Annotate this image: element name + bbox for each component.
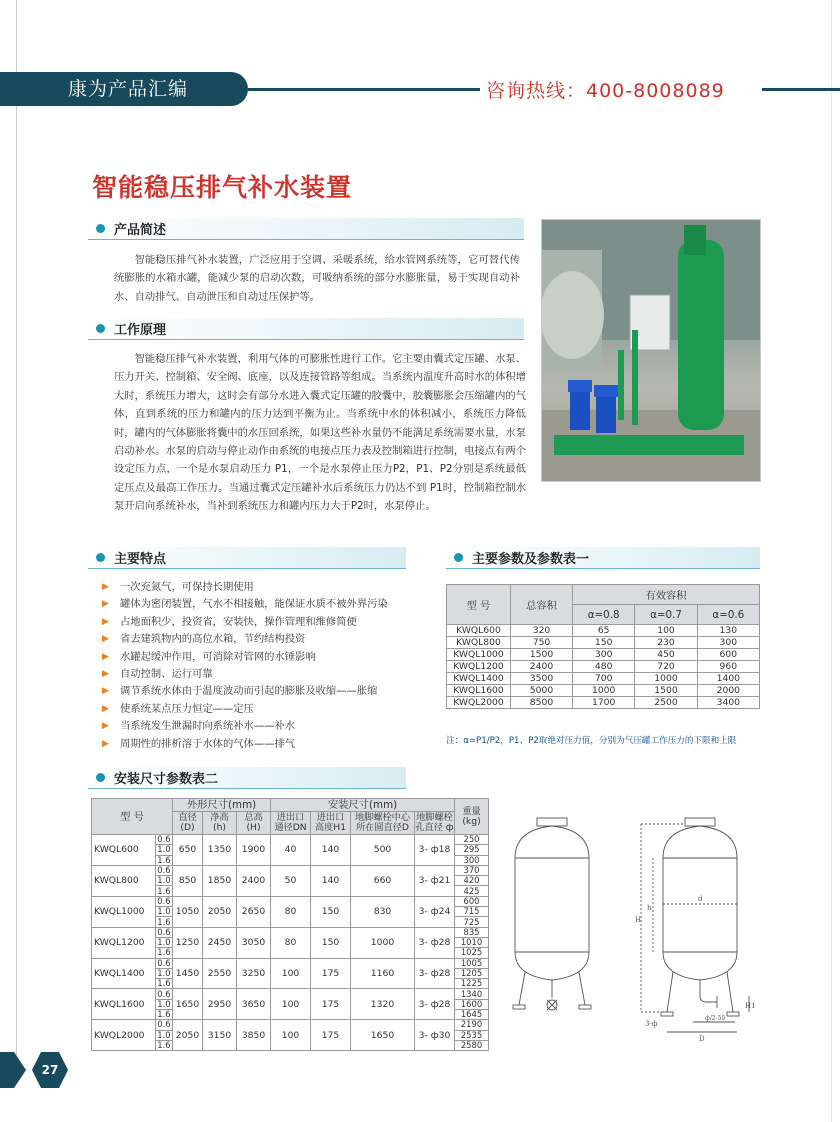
table-cell: KWQL2000 bbox=[447, 697, 511, 709]
table-cell: 420 bbox=[455, 876, 489, 886]
arrow-right-icon: ▶ bbox=[102, 599, 109, 610]
page-badge-left bbox=[0, 1052, 26, 1088]
table-cell: 3500 bbox=[511, 673, 573, 685]
dim-label: H1 bbox=[745, 1002, 756, 1010]
tank-drawing bbox=[503, 800, 771, 1050]
table-cell: 600 bbox=[455, 896, 489, 906]
table-header: 总高 (H) bbox=[237, 812, 271, 835]
table-row bbox=[447, 637, 760, 649]
dim-label: h bbox=[647, 904, 652, 912]
table-header: 型 号 bbox=[447, 585, 511, 625]
table-cell: KWQL1200 bbox=[447, 661, 511, 673]
table-cell: KWQL1000 bbox=[92, 896, 156, 927]
table-cell: 8500 bbox=[511, 697, 573, 709]
section-heading-text: 主要参数及参数表一 bbox=[472, 552, 590, 567]
table-cell: 175 bbox=[311, 989, 351, 1020]
bullet-dot-icon bbox=[96, 553, 105, 562]
table-cell: 1350 bbox=[203, 835, 237, 866]
table-header: 进出口 通径DN bbox=[271, 812, 311, 835]
table-header: α=0.7 bbox=[635, 605, 697, 625]
table-row bbox=[92, 1020, 489, 1030]
principle-paragraph: 智能稳压排气补水装置，利用气体的可膨胀性进行工作。它主要由囊式定压罐、水泵、压力开关、控制箱、安全阀、底座，以及连接管路等组成。当系统内温度升高时水的体积增大时，系统压力增大，这时会有部分水进入囊式定压罐的胶囊中，胶囊膨胀会压缩罐内的气体，直到系统的压力和罐内的压力达到平衡为止。当系统中水的体积减小，系统压力降低时，罐内的气体膨胀将囊中的水压回系统，如果这些补水量仍不能满足系统需要水量，水泵启动补水。水泵的启动与停止动作由系统的电接点压力表及控制箱进行控制，电接点有两个设定压力点，一个是水泵启动压力 P1，一个是水泵停止压力P2，P1、P2分别是系统最低定压点及最高工作压力。当通过囊式定压罐补水后系统压力仍达不到 P1时，控制箱控制水泵开启向系统补水，当补到系统压力和罐内压力大于P2时，水泵停止。 bbox=[114, 353, 526, 513]
table-cell: 295 bbox=[455, 845, 489, 855]
arrow-right-icon: ▶ bbox=[102, 582, 109, 592]
list-item: ▶ 使系统某点压力恒定——定压 bbox=[102, 701, 412, 718]
table-cell: 1850 bbox=[203, 865, 237, 896]
table-cell: 1225 bbox=[455, 979, 489, 989]
table-row bbox=[92, 896, 489, 906]
table-cell: 1.0 bbox=[157, 1029, 171, 1040]
table-cell: 425 bbox=[455, 886, 489, 896]
table-header: 安装尺寸(mm) bbox=[271, 799, 455, 812]
table-header: 进出口 高度H1 bbox=[311, 812, 351, 835]
table-cell: 3- ф24 bbox=[415, 896, 455, 927]
table-cell: 1000 bbox=[635, 673, 697, 685]
table-cell: 2550 bbox=[203, 958, 237, 989]
table-cell: 2000 bbox=[697, 685, 759, 697]
dim-label: d bbox=[698, 895, 703, 903]
intro-paragraph: 智能稳压排气补水装置，广泛应用于空调、采暖系统，给水管网系统等，它可替代传统膨胀的水箱水罐，能减少泵的启动次数，可吸纳系统的部分水膨胀量，易于实现自动补水、自动排气、自动泄压和自动过压保护等。 bbox=[114, 254, 520, 303]
table-cell: 3400 bbox=[697, 697, 759, 709]
table-cell: 2400 bbox=[237, 865, 271, 896]
table-cell: 1.6 bbox=[157, 1040, 171, 1051]
table-cell: 450 bbox=[635, 649, 697, 661]
table-cell: 1400 bbox=[697, 673, 759, 685]
table-row bbox=[447, 661, 760, 673]
table-cell: 3- ф30 bbox=[415, 1020, 455, 1051]
table-cell: 1.0 bbox=[157, 998, 171, 1009]
table-cell: 1.0 bbox=[157, 844, 171, 855]
table-cell: 1.6 bbox=[157, 885, 171, 896]
bullet-dot-icon bbox=[96, 224, 105, 233]
list-item: ▶ 调节系统水体由于温度波动而引起的膨胀及收缩——胀缩 bbox=[102, 683, 412, 700]
table-cell: 2500 bbox=[635, 697, 697, 709]
table-row bbox=[92, 835, 489, 845]
table-cell: 1005 bbox=[455, 958, 489, 968]
page-number: 27 bbox=[41, 1063, 59, 1077]
table-header: 型 号 bbox=[92, 799, 173, 835]
arrow-right-icon: ▶ bbox=[102, 721, 109, 732]
table-cell: 480 bbox=[573, 661, 635, 673]
table-cell: 40 bbox=[271, 835, 311, 866]
table-cell: 320 bbox=[511, 625, 573, 637]
table-row bbox=[92, 958, 489, 968]
dim-label: ф/2-50 bbox=[705, 1015, 726, 1022]
page-frame-line-right bbox=[831, 0, 832, 1122]
list-item: ▶ 自动控制、运行可靠 bbox=[102, 666, 412, 683]
section-heading-params1 bbox=[446, 547, 760, 569]
arrow-right-icon: ▶ bbox=[102, 651, 109, 662]
table-cell: 140 bbox=[311, 835, 351, 866]
table-cell: 2950 bbox=[203, 989, 237, 1020]
table-cell: 3150 bbox=[203, 1020, 237, 1051]
table-cell: 0.6 bbox=[157, 834, 171, 845]
table-cell: 3850 bbox=[237, 1020, 271, 1051]
table-row bbox=[447, 625, 760, 637]
table-cell: 1.6 bbox=[157, 1009, 171, 1020]
page-frame-line bbox=[16, 0, 17, 1070]
table-cell: KWQL800 bbox=[92, 865, 156, 896]
tank-top-flange bbox=[685, 818, 715, 826]
params-table-2 bbox=[91, 798, 489, 1051]
table-cell: 370 bbox=[455, 865, 489, 875]
list-item: ▶ 周期性的排析溶于水体的气体——排气 bbox=[102, 736, 412, 753]
table-cell: 230 bbox=[635, 637, 697, 649]
table-cell: 835 bbox=[455, 927, 489, 937]
table-cell: 600 bbox=[697, 649, 759, 661]
table-cell: 175 bbox=[311, 1020, 351, 1051]
section-heading-params2 bbox=[88, 767, 406, 789]
section-heading-intro bbox=[88, 218, 524, 240]
table-cell: 1.6 bbox=[157, 947, 171, 958]
table-cell: 1205 bbox=[455, 968, 489, 978]
table-cell: 0.6 bbox=[157, 895, 171, 906]
table-cell: 2190 bbox=[455, 1020, 489, 1030]
table-cell: 1650 bbox=[351, 1020, 415, 1051]
table-cell: 0.6 bbox=[157, 1019, 171, 1030]
section-heading-text: 主要特点 bbox=[114, 552, 167, 567]
table-cell: 1000 bbox=[573, 685, 635, 697]
table-cell: KWQL1000 bbox=[447, 649, 511, 661]
table-header: 直径 (D) bbox=[173, 812, 203, 835]
table-cell: 1.6 bbox=[157, 854, 171, 865]
arrow-right-icon: ▶ bbox=[102, 703, 109, 714]
table-cell: 0.6 bbox=[157, 988, 171, 999]
table-cell: 50 bbox=[271, 865, 311, 896]
table-cell: 1900 bbox=[237, 835, 271, 866]
table-cell: 250 bbox=[455, 835, 489, 845]
table-cell: 750 bbox=[511, 637, 573, 649]
table-cell: 150 bbox=[311, 927, 351, 958]
table-cell: 3- ф28 bbox=[415, 958, 455, 989]
table-row bbox=[447, 673, 760, 685]
product-photo bbox=[541, 219, 761, 482]
table-cell: 80 bbox=[271, 927, 311, 958]
table-cell: 2050 bbox=[203, 896, 237, 927]
list-item: ▶ 占地面积少，投资省，安装快，操作管理和维修简便 bbox=[102, 614, 412, 631]
table-cell: 1250 bbox=[173, 927, 203, 958]
table-cell: 150 bbox=[311, 896, 351, 927]
table-cell: 0.6 bbox=[157, 865, 171, 876]
table-cell: 100 bbox=[271, 989, 311, 1020]
table-cell: 65 bbox=[573, 625, 635, 637]
table-cell: 720 bbox=[635, 661, 697, 673]
table-header: 地脚螺栓 孔直径 ф bbox=[415, 812, 454, 833]
table-cell: 0.6 bbox=[157, 957, 171, 968]
table-cell: KWQL1200 bbox=[92, 927, 156, 958]
table-row bbox=[447, 649, 760, 661]
table-cell: 1500 bbox=[511, 649, 573, 661]
table-cell: 1.0 bbox=[157, 875, 171, 886]
tank-top-flange bbox=[537, 818, 567, 826]
table-cell: 2580 bbox=[455, 1040, 489, 1050]
table-cell: 2050 bbox=[173, 1020, 203, 1051]
tank-body-right bbox=[663, 826, 737, 980]
list-item: ▶ 一次充氮气，可保持长期使用 bbox=[102, 579, 412, 596]
table-row bbox=[92, 927, 489, 937]
table-cell: 100 bbox=[271, 1020, 311, 1051]
table-cell: 2535 bbox=[455, 1030, 489, 1040]
arrow-right-icon: ▶ bbox=[102, 686, 109, 697]
table-cell: 715 bbox=[455, 907, 489, 917]
table-row bbox=[92, 865, 489, 875]
table-cell: 130 bbox=[697, 625, 759, 637]
bullet-dot-icon bbox=[96, 773, 105, 782]
section-heading-principle bbox=[88, 318, 524, 340]
table-cell: 1645 bbox=[455, 1010, 489, 1020]
table-cell: 1.0 bbox=[157, 937, 171, 948]
table-cell: 1700 bbox=[573, 697, 635, 709]
features-list bbox=[102, 579, 412, 753]
table-cell: 3250 bbox=[237, 958, 271, 989]
table-cell: 80 bbox=[271, 896, 311, 927]
table-cell: 500 bbox=[351, 835, 415, 866]
arrow-right-icon: ▶ bbox=[102, 669, 109, 680]
table-row bbox=[92, 989, 489, 999]
table-cell: 100 bbox=[635, 625, 697, 637]
dim-label: H bbox=[635, 916, 642, 924]
table-header: α=0.6 bbox=[697, 605, 759, 625]
table-cell: KWQL2000 bbox=[92, 1020, 156, 1051]
table-cell: 1340 bbox=[455, 989, 489, 999]
table-cell: 100 bbox=[271, 958, 311, 989]
table-cell: 700 bbox=[573, 673, 635, 685]
params-note: 注：α=P1/P2，P1、P2取绝对压力值，分别为气压罐工作压力的下限和上限 bbox=[446, 736, 737, 746]
arrow-right-icon: ▶ bbox=[102, 616, 109, 627]
table-cell: 1160 bbox=[351, 958, 415, 989]
table-cell: 300 bbox=[697, 637, 759, 649]
table-cell: KWQL1600 bbox=[92, 989, 156, 1020]
table-cell: 830 bbox=[351, 896, 415, 927]
table-cell: 1600 bbox=[455, 999, 489, 1009]
table-cell: 3- ф21 bbox=[415, 865, 455, 896]
section-heading-text: 工作原理 bbox=[114, 323, 167, 338]
dim-label: 3-ф bbox=[645, 1020, 658, 1028]
table-header: 地脚螺栓中心 所在圆直径D bbox=[351, 812, 415, 835]
table-cell: 1000 bbox=[351, 927, 415, 958]
table-cell: 175 bbox=[311, 958, 351, 989]
table-cell: 725 bbox=[455, 917, 489, 927]
table-cell: 150 bbox=[573, 637, 635, 649]
dim-label: D bbox=[699, 1035, 705, 1043]
table-cell: 1.6 bbox=[157, 916, 171, 927]
table-cell: 1450 bbox=[173, 958, 203, 989]
arrow-right-icon: ▶ bbox=[102, 634, 109, 645]
table-cell: 140 bbox=[311, 865, 351, 896]
table-cell: 1025 bbox=[455, 948, 489, 958]
table-cell: 1650 bbox=[173, 989, 203, 1020]
table-cell: KWQL1400 bbox=[447, 673, 511, 685]
list-item: ▶ 省去建筑物内的高位水箱，节约结构投资 bbox=[102, 631, 412, 648]
table-cell: 1050 bbox=[173, 896, 203, 927]
table-row bbox=[447, 685, 760, 697]
table-cell: 1010 bbox=[455, 937, 489, 947]
table-cell: KWQL800 bbox=[447, 637, 511, 649]
section-heading-text: 产品简述 bbox=[114, 223, 167, 238]
table-header: 总容积 bbox=[511, 585, 573, 625]
table-cell: KWQL1400 bbox=[92, 958, 156, 989]
table-cell: 3050 bbox=[237, 927, 271, 958]
table-header: 有效容积 bbox=[573, 585, 760, 605]
table-cell: 3- ф28 bbox=[415, 989, 455, 1020]
section-heading-text: 安装尺寸参数表二 bbox=[114, 772, 219, 787]
table-cell: 3- ф28 bbox=[415, 927, 455, 958]
table-header: 外形尺寸(mm) bbox=[173, 799, 271, 812]
table-cell: KWQL1600 bbox=[447, 685, 511, 697]
table-cell: 300 bbox=[573, 649, 635, 661]
table-cell: 3650 bbox=[237, 989, 271, 1020]
table-cell: KWQL600 bbox=[92, 835, 156, 866]
table-cell: 660 bbox=[351, 865, 415, 896]
table-cell: 5000 bbox=[511, 685, 573, 697]
table-cell: 1.0 bbox=[157, 906, 171, 917]
table-cell: 960 bbox=[697, 661, 759, 673]
table-cell: 1320 bbox=[351, 989, 415, 1020]
table-cell: 1.0 bbox=[157, 968, 171, 978]
table-cell: 2650 bbox=[237, 896, 271, 927]
table-cell: 300 bbox=[455, 855, 489, 865]
bullet-dot-icon bbox=[96, 324, 105, 333]
table-cell: 850 bbox=[173, 865, 203, 896]
brand-tab: 康为产品汇编 bbox=[0, 72, 248, 106]
table-cell: 2450 bbox=[203, 927, 237, 958]
table-cell: KWQL600 bbox=[447, 625, 511, 637]
header-rule bbox=[248, 88, 480, 91]
table-cell: 3- ф18 bbox=[415, 835, 455, 866]
table-cell: 2400 bbox=[511, 661, 573, 673]
tank-body-left bbox=[515, 826, 589, 980]
table-cell: 1500 bbox=[635, 685, 697, 697]
table-cell: 0.6 bbox=[157, 926, 171, 937]
product-photo-illustration bbox=[542, 220, 761, 482]
list-item: ▶ 当系统发生泄漏时向系统补水——补水 bbox=[102, 718, 412, 735]
header-rule-right bbox=[762, 88, 840, 91]
list-item: ▶ 罐体为密闭装置，气水不相接触，能保证水质不被外界污染 bbox=[102, 596, 412, 613]
arrow-right-icon: ▶ bbox=[102, 738, 109, 749]
section-heading-features bbox=[88, 547, 406, 569]
table-row bbox=[447, 697, 760, 709]
table-header: 重量 (kg) bbox=[455, 799, 489, 835]
hotline-text: 咨询热线：400-8008089 bbox=[486, 80, 725, 102]
bullet-dot-icon bbox=[454, 553, 463, 562]
table-cell: 650 bbox=[173, 835, 203, 866]
list-item: ▶ 水罐起缓冲作用，可消除对管网的水锤影响 bbox=[102, 649, 412, 666]
page-title: 智能稳压排气补水装置 bbox=[92, 173, 353, 202]
table-header: 净高 (h) bbox=[203, 812, 237, 835]
table-header: α=0.8 bbox=[573, 605, 635, 625]
table-cell: 1.6 bbox=[157, 978, 171, 989]
params-table-1 bbox=[446, 584, 760, 709]
